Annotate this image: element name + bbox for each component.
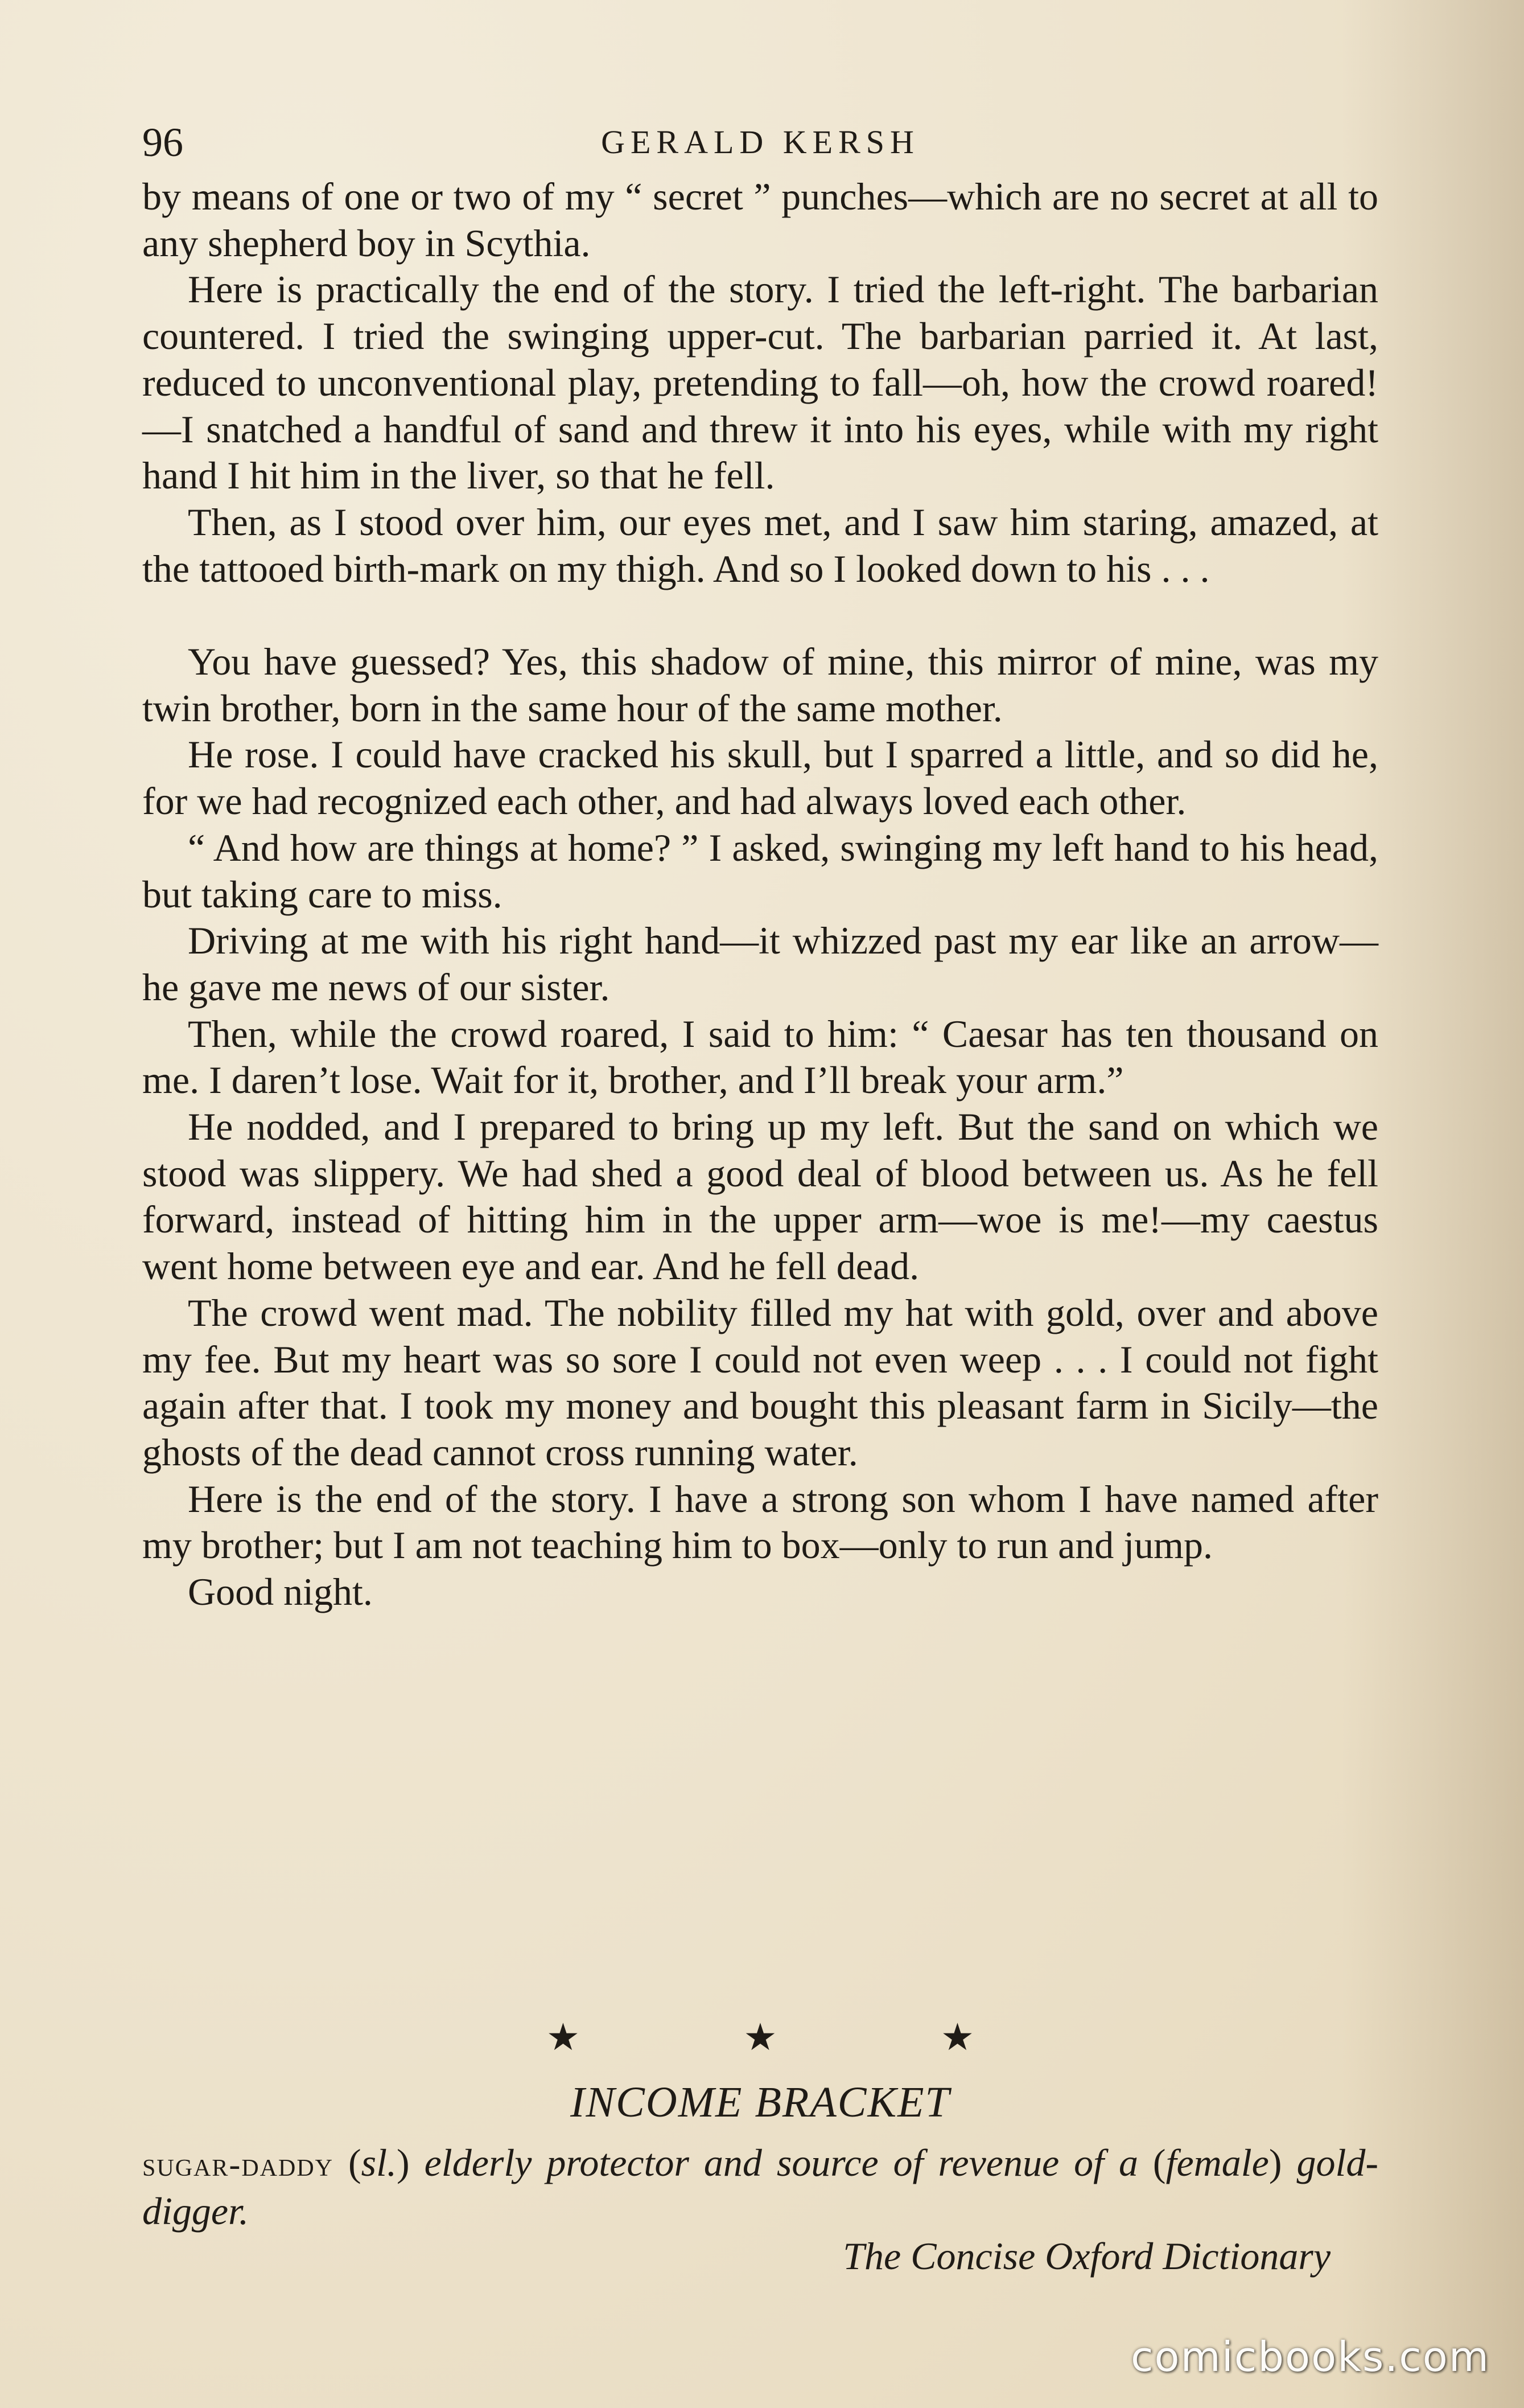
pos-paren-close: ) [397, 2141, 410, 2184]
watermark: comicbooks.com [1130, 2333, 1490, 2381]
definition-text-end: gold-digger. [142, 2141, 1379, 2233]
dictionary-definition [142, 2139, 1378, 2234]
paragraph: Then, as I stood over him, our eyes met, and I saw him staring, amazed, at the tattooed birth-mark on my thigh. And so I looked down to his . . . [142, 500, 1378, 590]
definition-female: female [1165, 2141, 1269, 2184]
def-paren-close: ) [1268, 2141, 1282, 2184]
star-icon: ★ [743, 2017, 777, 2058]
paragraph: by means of one or two of my “ secret ” punches—which are no secret at all to any shepherd boy in Scythia. [142, 175, 1378, 265]
paragraph: He nodded, and I prepared to bring up my left. But the sand on which we stood was slippery. We had shed a good deal of blood between us. As he fell forward, instead of hitting him in the upper arm—woe is me!—my caestus went home between eye and ear. And he fell dead. [142, 1105, 1378, 1288]
paragraph: Driving at me with his right hand—it whizzed past my ear like an arrow—he gave me news of our sister. [142, 919, 1378, 1009]
paragraph: The crowd went mad. The nobility filled my hat with gold, over and above my fee. But my heart was so sore I could not even weep . . . I could not fight again after that. I took my money and bought this pleasant farm in Sicily—the ghosts of the dead cannot cross running water. [142, 1291, 1378, 1474]
headword: sugar-daddy [142, 2146, 334, 2183]
pos-paren-open: ( [348, 2141, 361, 2184]
definition-text: elderly protector and source of revenue of a [424, 2141, 1138, 2184]
page-header [142, 114, 1378, 171]
page-number: 96 [142, 120, 183, 165]
paragraph: Good night. [188, 1570, 373, 1614]
paragraph: “ And how are things at home? ” I asked, swinging my left hand to his head, but taking care to miss. [142, 825, 1378, 916]
paragraph: Here is the end of the story. I have a strong son whom I have named after my brother; but I am not teaching him to box—only to run and jump. [142, 1477, 1378, 1567]
def-paren-open: ( [1152, 2141, 1166, 2184]
paragraph: You have guessed? Yes, this shadow of mine, this mirror of mine, was my twin brother, born in the same hour of the same mother. [142, 640, 1378, 730]
paragraph: Here is practically the end of the story. I tried the left-right. The barbarian countered. I tried the swinging upper-cut. The barbarian parried it. At last, reduced to unconventional play, pretending to fall—oh, how the crowd roared!—I snatched a handful of sand and threw it into his eyes, while with my right hand I hit him in the liver, so that he fell. [142, 268, 1378, 498]
section-title: INCOME BRACKET [570, 2078, 950, 2126]
paragraph: Then, while the crowd roared, I said to him: “ Caesar has ten thousand on me. I daren’t lose. Wait for it, brother, and I’ll break your arm.” [142, 1012, 1378, 1102]
star-icon: ★ [546, 2017, 580, 2058]
part-of-speech: sl. [361, 2141, 397, 2184]
citation-source: The Concise Oxford Dictionary [843, 2234, 1331, 2278]
star-icon: ★ [940, 2017, 975, 2058]
story-text [142, 174, 1378, 1616]
running-head: GERALD KERSH [601, 124, 920, 161]
section-separator [142, 2015, 1378, 2061]
paragraph: He rose. I could have cracked his skull, but I sparred a little, and so did he, for we had recognized each other, and had always loved each other. [142, 733, 1378, 823]
